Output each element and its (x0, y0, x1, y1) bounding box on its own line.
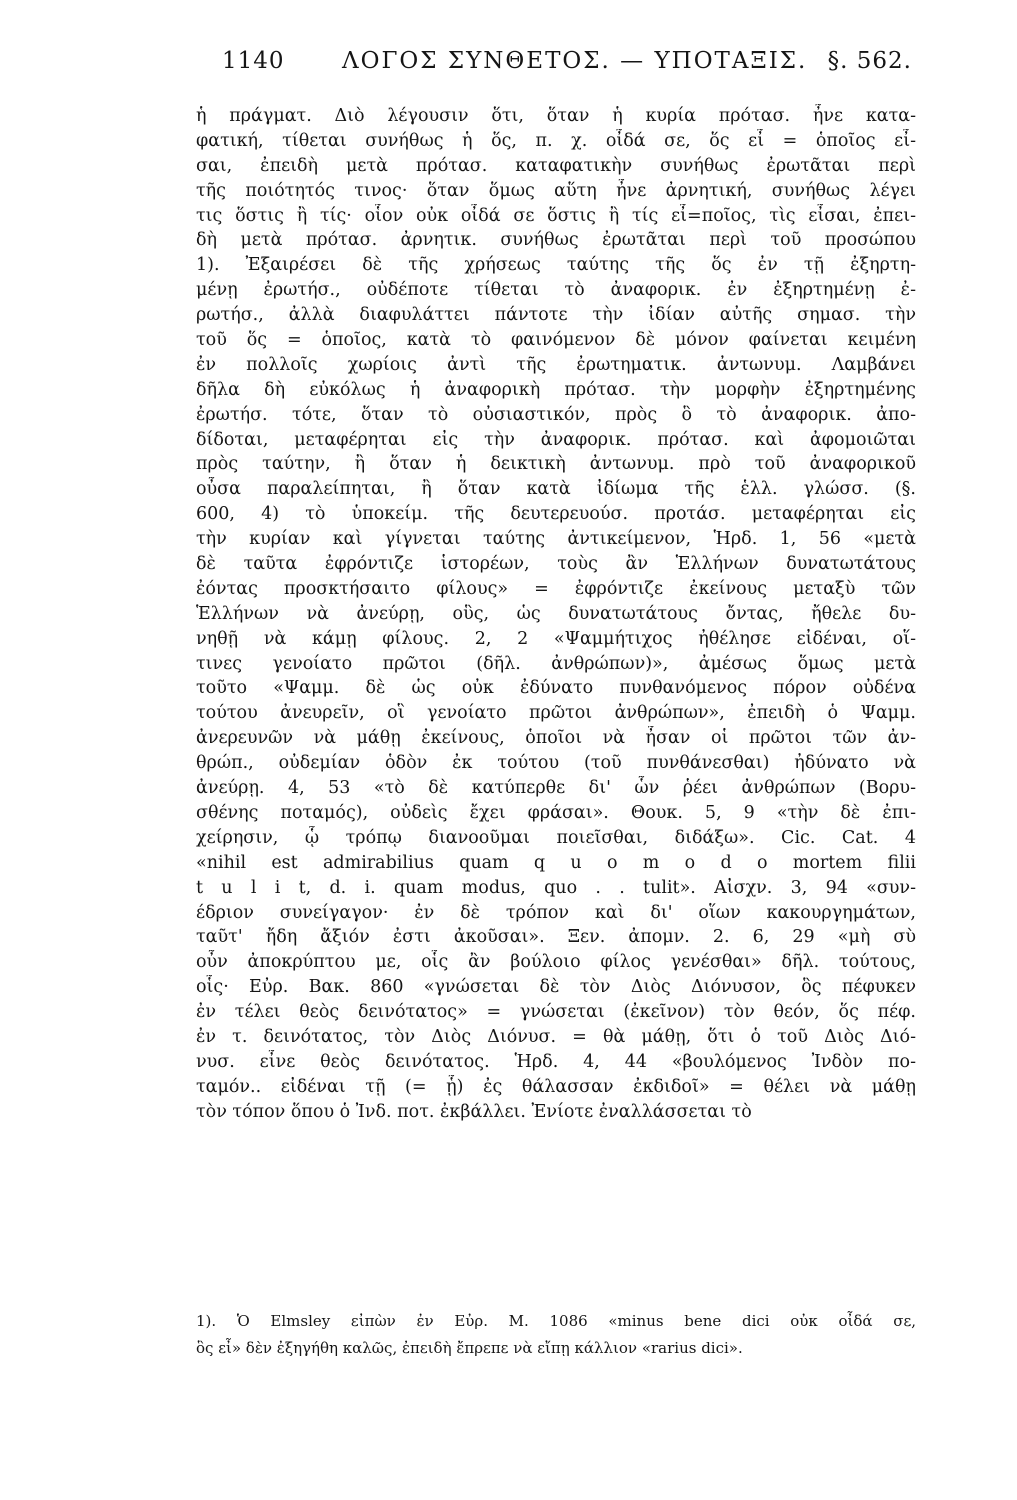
text-line: ἐόντας προσκτήσαιτο φίλους» = ἐφρόντιζε ἐκείνους μεταξὺ τῶν (196, 578, 916, 599)
text-line: τοῦτο «Ψαμμ. δὲ ὡς οὐκ ἐδύνατο πυνθανόμενος πόρον οὐδένα (196, 678, 916, 699)
page-number: 1140 (222, 48, 285, 74)
text-line: οἷς· Εὐρ. Βακ. 860 «γνώσεται δὲ τὸν Διὸς Διόνυσον, ὃς πέφυκεν (196, 977, 916, 998)
text-line: τὴν κυρίαν καὶ γίγνεται ταύτης ἀντικείμενον, Ἡρδ. 1, 56 «μετὰ (196, 529, 916, 550)
text-line: Ἑλλήνων νὰ ἀνεύρῃ, οὓς, ὡς δυνατωτάτους ὄντας, ἤθελε δυ- (196, 603, 916, 624)
text-line: ταμόν.. εἰδέναι τῇ (= ᾗ) ἐς θάλασσαν ἐκδιδοῖ» = θέλει νὰ μάθῃ (196, 1076, 916, 1097)
text-line: θρώπ., οὐδεμίαν ὁδὸν ἐκ τούτου (τοῦ πυνθάνεσθαι) ἠδύνατο νὰ (196, 753, 916, 774)
text-line: μένῃ ἐρωτήσ., οὐδέποτε τίθεται τὸ ἀναφορικ. ἐν ἐξηρτημένῃ ἐ- (196, 280, 916, 301)
text-line: σαι, ἐπειδὴ μετὰ πρότασ. καταφατικὴν συνήθως ἐρωτᾶται περὶ (196, 155, 916, 176)
text-line: τούτου ἀνευρεῖν, οἳ γενοίατο πρῶτοι ἀνθρώπων», ἐπειδὴ ὁ Ψαμμ. (196, 703, 916, 724)
running-title: ΛΟΓΟΣ ΣΥΝΘΕΤΟΣ. — ΥΠΟΤΑΞΙΣ. (342, 48, 808, 74)
text-line: ἡ πράγματ. Διὸ λέγουσιν ὅτι, ὅταν ἡ κυρία πρότασ. ἦνε κατα- (196, 106, 916, 126)
text-line: νηθῇ νὰ κάμῃ φίλους. 2, 2 «Ψαμμήτιχος ἠθέλησε εἰδέναι, οἵ- (196, 628, 916, 649)
text-line: ἐν πολλοῖς χωρίοις ἀντὶ τῆς ἐρωτηματικ. ἀντωνυμ. Λαμβάνει (196, 354, 916, 375)
page-header (222, 48, 912, 88)
text-line: νυσ. εἶνε θεὸς δεινότατος. Ἡρδ. 4, 44 «βουλόμενος Ἰνδὸν πο- (196, 1051, 916, 1072)
text-line: δίδοται, μεταφέρηται εἰς τὴν ἀναφορικ. πρότασ. καὶ ἀφομοιῶται (196, 429, 916, 450)
footnote-line: 1). Ὁ Elmsley εἰπὼν ἐν Εὐρ. Μ. 1086 «minus bene dici οὐκ οἶδά σε, (196, 1312, 916, 1330)
text-line: χείρησιν, ᾧ τρόπῳ διανοοῦμαι ποιεῖσθαι, διδάξω». Cic. Cat. 4 (196, 827, 916, 848)
text-line: τις ὅστις ἢ τίς· οἷον οὐκ οἶδά σε ὅστις ἢ τίς εἶ=ποῖος, τὶς εἶσαι, ἐπει- (196, 205, 916, 226)
text-line: οὖν ἀποκρύπτου με, οἷς ἂν βούλοιο φίλος γενέσθαι» δῆλ. τούτους, (196, 952, 916, 973)
text-line: ἐν τ. δεινότατος, τὸν Διὸς Διόνυσ. = θὰ μάθῃ, ὅτι ὁ τοῦ Διὸς Διό- (196, 1026, 916, 1047)
footnotes (196, 1308, 916, 1362)
text-line: έδριον συνείγαγον· ἐν δὲ τρόπον καὶ δι' οἵων κακουργημάτων, (196, 902, 916, 923)
footnote-line: ὃς εἶ» δὲν ἐξηγήθη καλῶς, ἐπειδὴ ἔπρεπε νὰ εἴπῃ κάλλιον «rarius dici». (196, 1339, 743, 1357)
text-line: «nihil est admirabilius quam q u o m o d o mortem filii (196, 852, 916, 873)
text-line: ἐρωτήσ. τότε, ὅταν τὸ οὐσιαστικόν, πρὸς ὃ τὸ ἀναφορικ. ἀπο- (196, 404, 916, 425)
text-line: φατική, τίθεται συνήθως ἡ ὅς, π. χ. οἶδά σε, ὅς εἶ = ὁποῖος εἶ- (196, 130, 916, 151)
text-line: ἀνεύρῃ. 4, 53 «τὸ δὲ κατύπερθε δι' ὧν ῥέει ἀνθρώπων (Βορυ- (196, 778, 916, 799)
text-line: τῆς ποιότητός τινος· ὅταν ὅμως αὕτη ἦνε ἀρνητική, συνήθως λέγει (196, 180, 916, 201)
text-line: πρὸς ταύτην, ἢ ὅταν ἡ δεικτικὴ ἀντωνυμ. πρὸ τοῦ ἀναφορικοῦ (196, 454, 916, 475)
text-line: τὸν τόπον ὅπου ὁ Ἰνδ. ποτ. ἐκβάλλει. Ἐνίοτε ἐναλλάσσεται τὸ (196, 1101, 752, 1122)
text-line: ταῦτ' ἤδη ἄξιόν ἐστι ἀκοῦσαι». Ξεν. ἀπομν. 2. 6, 29 «μὴ σὺ (196, 927, 916, 948)
text-line: οὖσα παραλείπηται, ἢ ὅταν κατὰ ἰδίωμα τῆς ἑλλ. γλώσσ. (§. (196, 479, 916, 500)
text-line: ρωτήσ., ἀλλὰ διαφυλάττει πάντοτε τὴν ἰδίαν αὐτῆς σημασ. τὴν (196, 305, 916, 326)
text-line: δῆλα δὴ εὐκόλως ἡ ἀναφορικὴ πρότασ. τὴν μορφὴν ἐξηρτημένης (196, 379, 916, 400)
text-line: 600, 4) τὸ ὑποκείμ. τῆς δευτερευούσ. προτάσ. μεταφέρηται εἰς (196, 504, 916, 525)
text-line: τινες γενοίατο πρῶτοι (δῆλ. ἀνθρώπων)», ἀμέσως ὅμως μετὰ (196, 653, 916, 674)
text-line: δὲ ταῦτα ἐφρόντιζε ἱστορέων, τοὺς ἂν Ἑλλήνων δυνατωτάτους (196, 554, 916, 575)
text-line: δὴ μετὰ πρότασ. ἀρνητικ. συνήθως ἐρωτᾶται περὶ τοῦ προσώπου (196, 230, 916, 251)
text-line: t u l i t, d. i. quam modus, quo . . tulit». Αἰσχν. 3, 94 «συν- (196, 877, 916, 898)
text-line: ἀνερευνῶν νὰ μάθῃ ἐκείνους, ὁποῖοι νὰ ἦσαν οἱ πρῶτοι τῶν ἀν- (196, 728, 916, 749)
text-line: σθένης ποταμός), οὐδεὶς ἔχει φράσαι». Θουκ. 5, 9 «τὴν δὲ ἐπι- (196, 802, 916, 823)
text-line: ἐν τέλει θεὸς δεινότατος» = γνώσεται (ἐκεῖνον) τὸν θεόν, ὅς πέφ. (196, 1002, 916, 1023)
text-line: τοῦ ὅς = ὁποῖος, κατὰ τὸ φαινόμενον δὲ μόνον φαίνεται κειμένη (196, 330, 916, 351)
section-number: §. 562. (827, 48, 912, 74)
body-text (196, 104, 916, 1125)
text-line: 1). Ἐξαιρέσει δὲ τῆς χρήσεως ταύτης τῆς ὅς ἐν τῇ ἐξηρτη- (196, 255, 916, 276)
